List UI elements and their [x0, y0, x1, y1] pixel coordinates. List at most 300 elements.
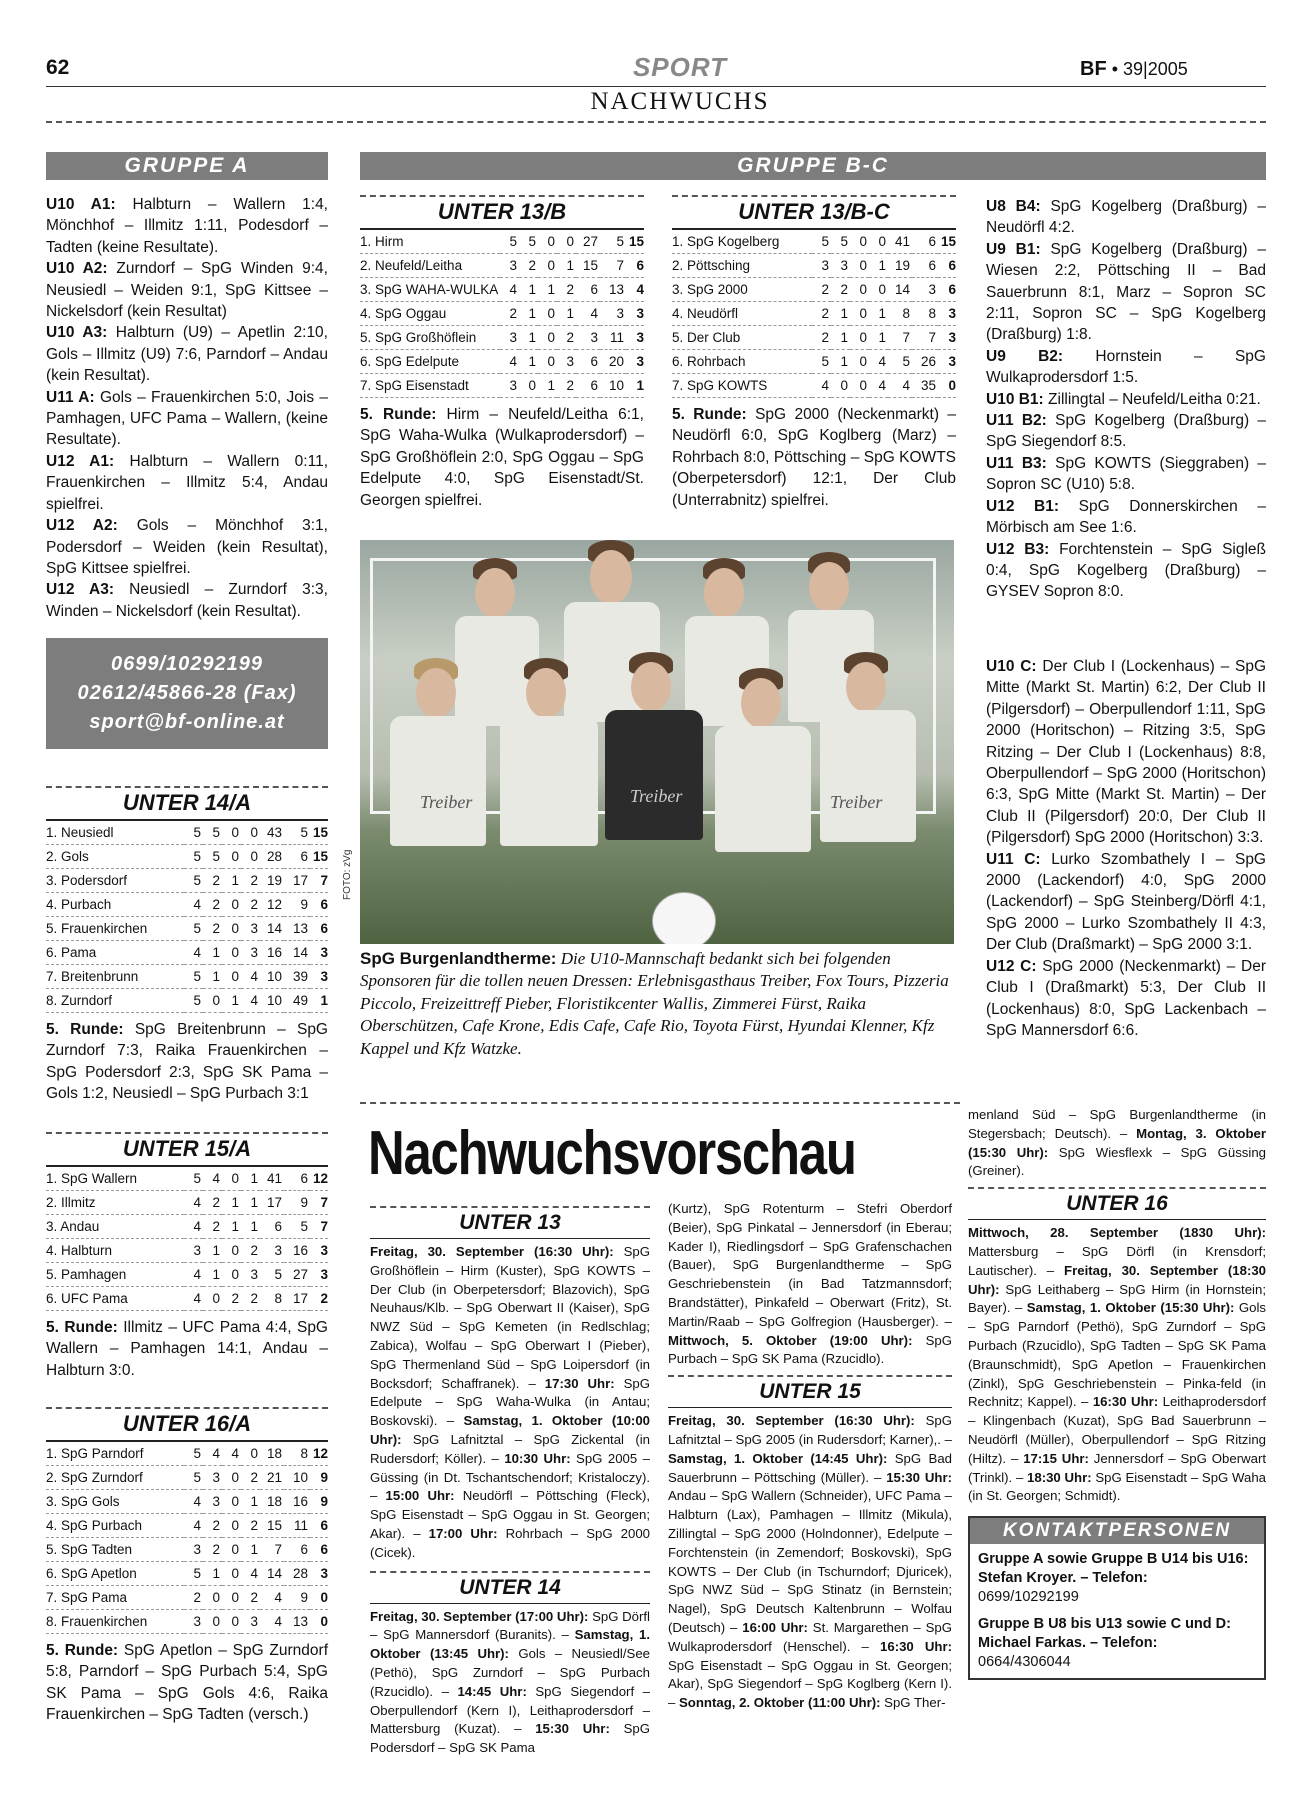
- stat-s: 5: [203, 821, 222, 845]
- stat-goals-against: 16: [284, 1490, 310, 1514]
- stat-points: 6: [626, 254, 644, 278]
- stat-goals-for: 27: [576, 230, 600, 254]
- result-label: U12 A1:: [46, 452, 115, 470]
- stat-goals-against: 6: [284, 1167, 310, 1191]
- stat-u: 0: [222, 1514, 241, 1538]
- result-line: [46, 194, 328, 258]
- result-label: U12 A3:: [46, 581, 114, 599]
- stat-goals-for: 6: [576, 374, 600, 398]
- stat-goals-against: 26: [912, 350, 938, 374]
- stat-u: 0: [538, 254, 557, 278]
- unter13b-block: [360, 195, 644, 511]
- stat-u: 0: [850, 302, 869, 326]
- stat-s: 3: [203, 1490, 222, 1514]
- kontakt-phone: 0699/10292199: [978, 1589, 1079, 1606]
- stat-sp: 3: [184, 1538, 203, 1562]
- stat-s: 1: [203, 1562, 222, 1586]
- stat-s: 1: [519, 350, 538, 374]
- schedule-text: SpG Podersdorf – SpG SK Pama: [370, 1721, 651, 1756]
- result-line: [986, 849, 1266, 956]
- standings-row: [46, 1215, 328, 1239]
- round-text: SpG Breitenbrunn – SpG Zurndorf 7:3, Raika Frauenkirchen – SpG Podersdorf 2:3, SpG SK Pama – Gols 1:2, Neusiedl – SpG Purbach 3:1: [46, 1021, 328, 1103]
- stat-goals-for: 4: [576, 302, 600, 326]
- stat-sp: 4: [184, 1263, 203, 1287]
- schedule-text: SpG 2005 – Güssing (in Dt. Tschantschendorf; Kristaloczy). –: [370, 1450, 650, 1504]
- u13-schedule: [370, 1243, 650, 1563]
- stat-sp: 2: [812, 326, 831, 350]
- stat-goals-against: 6: [912, 254, 938, 278]
- stat-goals-against: 9: [284, 1586, 310, 1610]
- result-text: SpG Donnerskirchen – Mörbisch am See 1:6.: [986, 497, 1267, 537]
- schedule-text: Neudörfl – Pöttsching (Fleck), SpG Eisenstadt – SpG Oggau in St. Georgen; Akar). –: [370, 1488, 651, 1541]
- stat-s: 1: [203, 965, 222, 989]
- contact-box: [46, 638, 328, 749]
- schedule-text: SpG Großhöflein – Hirm (Kuster), SpG KOWTS – Der Club (in Oberpetersdorf; Blazovich), SpG Neuhaus/Klb. – SpG Oberwart II (Kaiser), SpG NWZ Süd – SpG Kemeten (in Redlschlag; Zabica), Wolfau – SpG Oberwart I (Pieber), SpG Thermenland Süd – SpG Loipersdorf (in Bocksdorf; Schaffranek). –: [370, 1244, 650, 1391]
- team-name: 5. Der Club: [672, 326, 812, 350]
- stat-s: 2: [203, 893, 222, 917]
- stat-s: 5: [519, 230, 538, 254]
- stat-s: 2: [831, 278, 850, 302]
- caption-text: Die U10-Mannschaft bedankt sich bei folgenden Sponsoren für die tollen neuen Dressen: Erlebnisgasthaus Treiber, Fox Tours, Pizzeria Piccolo, Freizeittreff Pieber, Floristikcenter Wallis, Zimmerei Fürst, Raika Oberschützen, Cafe Krone, Edis Cafe, Cafe Rio, Toyota Fürst, Hyundai Klenner, Kfz Kappel und Kfz Watzke.: [360, 949, 949, 1058]
- vorschau-col-3: [968, 1106, 1266, 1680]
- unter13b-table: [360, 230, 644, 398]
- result-label: U10 B1:: [986, 390, 1044, 408]
- stat-sp: 2: [812, 302, 831, 326]
- round-label: 5. Runde:: [360, 406, 437, 423]
- stat-goals-against: 3: [912, 278, 938, 302]
- schedule-text: SpG Lafnitztal – SpG Zickental (in Rudersdorf; Köller). –: [370, 1431, 650, 1466]
- stat-points: 3: [626, 326, 644, 350]
- stat-goals-for: 10: [260, 989, 284, 1013]
- result-label: U12 C:: [986, 957, 1037, 975]
- schedule-time: Samstag, 1. Oktober (14:45 Uhr):: [668, 1450, 888, 1466]
- stat-n: 4: [241, 965, 260, 989]
- schedule-time: Freitag, 30. September (18:30 Uhr):: [968, 1262, 1267, 1297]
- stat-points: 15: [626, 230, 644, 254]
- stat-points: 3: [310, 965, 328, 989]
- u16-title: UNTER 16: [968, 1187, 1266, 1220]
- result-text: SpG Kogelberg (Draßburg) – SpG Siegendorf 8:5.: [986, 412, 1266, 451]
- stat-sp: 4: [184, 1191, 203, 1215]
- result-line: [986, 453, 1266, 496]
- stat-points: 6: [310, 893, 328, 917]
- result-text: Halbturn – Wallern 0:11, Frauenkirchen – Illmitz 5:4, Andau spielfrei.: [46, 452, 328, 513]
- kontakt-name: Gruppe A sowie Gruppe B U14 bis U16: Stefan Kroyer. – Telefon:: [978, 1551, 1249, 1587]
- gruppe-a-title: GRUPPE A: [46, 152, 328, 180]
- stat-points: 6: [310, 917, 328, 941]
- stat-goals-against: 35: [912, 374, 938, 398]
- result-line: [46, 451, 328, 515]
- stat-s: 0: [203, 1287, 222, 1311]
- stat-goals-against: 6: [284, 1538, 310, 1562]
- result-line: [986, 239, 1266, 346]
- standings-row: [46, 1442, 328, 1466]
- result-label: U12 B3:: [986, 540, 1050, 558]
- stat-n: 1: [869, 254, 888, 278]
- schedule-text: Gols – Neusiedl/See (Pethö), SpG Zurndorf – SpG Purbach (Rzucidlo). –: [370, 1646, 650, 1699]
- schedule-time: Freitag, 30. September (16:30 Uhr):: [668, 1413, 915, 1429]
- u16-schedule: [968, 1224, 1266, 1506]
- stat-u: 1: [222, 869, 241, 893]
- stat-s: 2: [203, 1538, 222, 1562]
- result-label: U8 B4:: [986, 198, 1041, 215]
- stat-s: 1: [831, 350, 850, 374]
- stat-points: 15: [310, 821, 328, 845]
- stat-sp: 5: [500, 230, 519, 254]
- schedule-time: 14:45 Uhr:: [457, 1683, 527, 1699]
- stat-s: 5: [203, 845, 222, 869]
- stat-points: 3: [626, 302, 644, 326]
- stat-goals-for: 5: [888, 350, 912, 374]
- stat-n: 0: [557, 230, 576, 254]
- stat-sp: 5: [184, 1466, 203, 1490]
- standings-row: [46, 1538, 328, 1562]
- result-text: SpG 2000 (Neckenmarkt) – Der Club I (Draßmarkt) 5:3, Der Club II (Lockenhaus) 8:0, SpG Lackenbach – SpG Mannersdorf 6:6.: [986, 957, 1266, 1039]
- stat-points: 6: [938, 254, 956, 278]
- stat-points: 1: [310, 989, 328, 1013]
- result-label: U11 C:: [986, 850, 1041, 868]
- round-text: Illmitz – UFC Pama 4:4, SpG Wallern – Pamhagen 14:1, Andau – Halbturn 3:0.: [46, 1319, 328, 1379]
- schedule-text: SpG Leithaberg – SpG Hirm (in Hornstein; Bayer). –: [968, 1281, 1266, 1316]
- stat-goals-for: 21: [260, 1466, 284, 1490]
- u15-schedule: [668, 1412, 952, 1713]
- standings-row: [46, 1610, 328, 1634]
- stat-n: 2: [241, 1514, 260, 1538]
- schedule-time: 10:30 Uhr:: [504, 1450, 571, 1466]
- stat-u: 0: [850, 350, 869, 374]
- result-label: U9 B1:: [986, 240, 1041, 258]
- standings-row: [46, 1466, 328, 1490]
- team-name: 3. Podersdorf: [46, 869, 184, 893]
- standings-row: [46, 941, 328, 965]
- stat-points: 3: [310, 941, 328, 965]
- stat-goals-against: 16: [284, 1239, 310, 1263]
- stat-s: 2: [203, 1514, 222, 1538]
- stat-goals-for: 7: [260, 1538, 284, 1562]
- stat-s: 5: [831, 230, 850, 254]
- standings-row: [672, 374, 956, 398]
- stat-sp: 5: [184, 1562, 203, 1586]
- stat-points: 6: [310, 1538, 328, 1562]
- result-line: [986, 656, 1266, 849]
- team-name: 3. SpG WAHA-WULKA: [360, 278, 500, 302]
- stat-u: 0: [222, 1239, 241, 1263]
- team-photo: [360, 540, 954, 944]
- stat-points: 7: [310, 1191, 328, 1215]
- standings-row: [360, 302, 644, 326]
- unter15a-title: UNTER 15/A: [46, 1132, 328, 1167]
- result-text: Neusiedl – Zurndorf 3:3, Winden – Nickelsdorf (kein Resultat).: [46, 581, 328, 620]
- schedule-time: 17:15 Uhr:: [1023, 1450, 1089, 1466]
- stat-goals-for: 3: [576, 326, 600, 350]
- result-label: U10 A1:: [46, 196, 116, 213]
- stat-n: 3: [557, 350, 576, 374]
- stat-n: 1: [241, 1538, 260, 1562]
- stat-sp: 4: [184, 1490, 203, 1514]
- result-text: Gols – Mönchhof 3:1, Podersdorf – Weiden (kein Resultat), SpG Kittsee spielfrei.: [46, 517, 328, 577]
- standings-row: [46, 1167, 328, 1191]
- standings-row: [46, 893, 328, 917]
- stat-goals-for: 6: [260, 1215, 284, 1239]
- result-line: [986, 496, 1266, 539]
- stat-goals-for: 5: [260, 1263, 284, 1287]
- stat-n: 4: [869, 350, 888, 374]
- stat-sp: 5: [812, 350, 831, 374]
- team-name: 1. SpG Kogelberg: [672, 230, 812, 254]
- stat-goals-for: 17: [260, 1191, 284, 1215]
- stat-points: 3: [310, 1263, 328, 1287]
- issue-separator: •: [1111, 59, 1118, 79]
- result-text: SpG Kogelberg (Draßburg) – Wiesen 2:2, Pöttsching II – Bad Sauerbrunn 8:1, Marz – Sopron SC 2:11, Sopron SC – SpG Kogelberg (Draßburg) 1:8.: [986, 240, 1266, 344]
- team-name: 2. SpG Zurndorf: [46, 1466, 184, 1490]
- stat-goals-for: 3: [260, 1239, 284, 1263]
- result-label: U12 A2:: [46, 517, 118, 535]
- stat-u: 0: [538, 350, 557, 374]
- stat-goals-against: 6: [912, 230, 938, 254]
- kontakt-box: [968, 1516, 1266, 1680]
- stat-goals-for: 19: [260, 869, 284, 893]
- team-name: 6. UFC Pama: [46, 1287, 184, 1311]
- unter13bc-block: [672, 195, 956, 511]
- issue-number: 39|2005: [1123, 59, 1188, 79]
- gruppe-c-results: [986, 656, 1266, 1041]
- standings-row: [360, 326, 644, 350]
- unter16a-round: [46, 1640, 328, 1726]
- round-label: 5. Runde:: [46, 1642, 119, 1659]
- stat-goals-against: 11: [284, 1514, 310, 1538]
- result-line: [986, 539, 1266, 603]
- team-name: 7. Breitenbrunn: [46, 965, 184, 989]
- stat-goals-against: 13: [600, 278, 626, 302]
- team-name: 5. SpG Tadten: [46, 1538, 184, 1562]
- stat-goals-for: 18: [260, 1490, 284, 1514]
- stat-n: 2: [241, 869, 260, 893]
- standings-row: [672, 230, 956, 254]
- schedule-text: SpG Purbach – SpG SK Pama (Rzucidlo).: [668, 1332, 952, 1367]
- stat-points: 12: [310, 1167, 328, 1191]
- schedule-time: 17:00 Uhr:: [428, 1525, 498, 1541]
- standings-row: [672, 326, 956, 350]
- result-text: Gols – Frauenkirchen 5:0, Jois – Pamhagen, UFC Pama – Wallern, (keine Resultate).: [46, 388, 329, 449]
- schedule-time: Freitag, 30. September (16:30 Uhr):: [370, 1244, 614, 1259]
- stat-goals-against: 28: [284, 1562, 310, 1586]
- stat-s: 1: [203, 1263, 222, 1287]
- u14-schedule: [370, 1608, 650, 1758]
- team-name: 4. Halbturn: [46, 1239, 184, 1263]
- standings-row: [46, 845, 328, 869]
- stat-n: 1: [241, 1215, 260, 1239]
- stat-goals-against: 17: [284, 869, 310, 893]
- stat-goals-against: 5: [284, 821, 310, 845]
- team-name: 7. SpG Eisenstadt: [360, 374, 500, 398]
- stat-s: 1: [203, 1239, 222, 1263]
- u15-title: UNTER 15: [668, 1375, 952, 1408]
- stat-points: 9: [310, 1490, 328, 1514]
- schedule-text: Mattersburg – SpG Dörfl (in Krensdorf; Lautischer). –: [968, 1243, 1266, 1278]
- result-label: U11 A:: [46, 388, 95, 406]
- stat-s: 1: [519, 302, 538, 326]
- stat-n: 1: [869, 302, 888, 326]
- stat-points: 15: [310, 845, 328, 869]
- schedule-text: Andau – SpG Wallern (Schneider), UFC Pama – Halbturn (Lax), Pamhagen – Illmitz (Mikula), Zillingtal – SpG 2000 (Holndonner), Edelpute – Forchtenstein (in Zemendorf; Boskovski), SpG KOWTS – Der Club (in Tschurndorf; Djuricek), SpG NWZ Süd – SpG Stinatz (in Bernstein; Nagel), SpG Deutsch Kaltenbrunn – Wolfau (Deutsch) –: [668, 1488, 952, 1635]
- stat-u: 1: [222, 1191, 241, 1215]
- stat-sp: 3: [500, 374, 519, 398]
- stat-goals-for: 41: [260, 1167, 284, 1191]
- standings-row: [46, 1239, 328, 1263]
- stat-goals-for: 14: [260, 917, 284, 941]
- stat-n: 1: [557, 254, 576, 278]
- result-text: Hornstein – SpG Wulkaprodersdorf 1:5.: [986, 347, 1266, 387]
- schedule-time: Mittwoch, 28. September (1830 Uhr):: [968, 1225, 1266, 1241]
- section-label: SPORT: [632, 52, 728, 82]
- kontakt-list: [970, 1544, 1264, 1678]
- issue-brand: BF: [1080, 58, 1107, 80]
- vorschau-title: Nachwuchsvorschau: [368, 1119, 856, 1188]
- stat-u: 1: [222, 989, 241, 1013]
- stat-sp: 4: [500, 350, 519, 374]
- schedule-time: Sonntag, 2. Oktober (11:00 Uhr):: [679, 1695, 881, 1711]
- stat-n: 0: [869, 278, 888, 302]
- stat-n: 2: [241, 1586, 260, 1610]
- stat-points: 0: [310, 1586, 328, 1610]
- stat-goals-against: 9: [284, 893, 310, 917]
- stat-u: 0: [850, 254, 869, 278]
- standings-row: [360, 350, 644, 374]
- stat-goals-for: 19: [888, 254, 912, 278]
- result-label: U11 B2:: [986, 412, 1047, 430]
- stat-u: 2: [222, 1287, 241, 1311]
- stat-s: 3: [203, 1466, 222, 1490]
- stat-u: 4: [222, 1442, 241, 1466]
- stat-u: 1: [222, 1215, 241, 1239]
- stat-goals-for: 41: [888, 230, 912, 254]
- stat-s: 0: [831, 374, 850, 398]
- team-name: 4. SpG Purbach: [46, 1514, 184, 1538]
- u13-schedule-cont: [668, 1200, 952, 1369]
- caption-team: SpG Burgenlandtherme:: [360, 949, 557, 968]
- standings-row: [360, 374, 644, 398]
- round-text: SpG Apetlon – SpG Zurndorf 5:8, Parndorf – SpG Purbach 5:4, SpG SK Pama – SpG Gols 4:6, Raika Frauenkirchen – SpG Tadten (versch.): [46, 1642, 329, 1724]
- stat-sp: 5: [184, 965, 203, 989]
- stat-s: 1: [831, 326, 850, 350]
- schedule-text: Gols – SpG Parndorf (Pethö), SpG Zurndorf – SpG Purbach (Rzucidlo), SpG Tadten – SpG SK Pama (Braunschmidt), SpG Apetlon – Frauenkirchen (Zinkl), SpG Geschriebenstein – Pinka-feld (in Rechnitz; Kappel). –: [968, 1300, 1266, 1410]
- stat-u: 0: [222, 1167, 241, 1191]
- contact-email: sport@bf-online.at: [89, 711, 285, 733]
- kontakt-person: [978, 1550, 1256, 1607]
- schedule-text: Jennersdorf – SpG Oberwart (Trinkl). –: [968, 1450, 1267, 1485]
- stat-sp: 5: [184, 1442, 203, 1466]
- schedule-time: 15:00 Uhr:: [385, 1488, 455, 1504]
- stat-goals-against: 10: [284, 1466, 310, 1490]
- team-name: 5. SpG Großhöflein: [360, 326, 500, 350]
- stat-n: 3: [241, 941, 260, 965]
- stat-n: 3: [241, 1263, 260, 1287]
- vorschau-col-1: [370, 1206, 650, 1758]
- schedule-text: Leithaprodersdorf – Klingenbach (Kuzat), SpG Bad Sauerbrunn – Neudörfl (Müller), Oberpullendorf – SpG Ritzing (Hiltz). –: [968, 1394, 1266, 1466]
- result-line: [46, 515, 328, 579]
- stat-n: 2: [241, 893, 260, 917]
- gruppe-a-column: [46, 152, 328, 622]
- team-name: 1. SpG Parndorf: [46, 1442, 184, 1466]
- stat-sp: 3: [500, 254, 519, 278]
- gruppe-b-results: [986, 196, 1266, 603]
- stat-s: 2: [203, 1191, 222, 1215]
- header-rule: [46, 86, 1266, 87]
- stat-goals-against: 14: [284, 941, 310, 965]
- result-text: Der Club I (Lockenhaus) – SpG Mitte (Markt St. Martin) 6:2, Der Club II (Pilgersdorf) – Oberpullendorf 1:11, SpG 2000 (Horitschon) – Ritzing 3:5, SpG Ritzing – Der Club I (Lockenhaus) 8:8, Oberpullendorf – SpG 2000 (Horitschon) 6:3, SpG Mitte (Markt St. Martin) – Der Club II (Pilgersdorf) 20:0, Der Club II (Pilgersdorf) SpG 2000 (Horitschon) 3:3.: [986, 658, 1266, 847]
- result-text: Forchtenstein – SpG Sigleß 0:4, SpG Kogelberg (Draßburg) – GYSEV Sopron 8:0.: [986, 540, 1266, 601]
- unter14a-round: [46, 1019, 328, 1105]
- stat-u: 0: [222, 1538, 241, 1562]
- team-name: 2. Illmitz: [46, 1191, 184, 1215]
- result-label: U10 C:: [986, 658, 1037, 675]
- stat-n: 2: [557, 374, 576, 398]
- team-name: 5. Frauenkirchen: [46, 917, 184, 941]
- stat-n: 1: [241, 1490, 260, 1514]
- unter16a-title: UNTER 16/A: [46, 1407, 328, 1442]
- stat-u: 0: [850, 374, 869, 398]
- stat-points: 0: [938, 374, 956, 398]
- team-name: 1. Neusiedl: [46, 821, 184, 845]
- stat-goals-against: 13: [284, 1610, 310, 1634]
- gruppe-b-results-text: [986, 196, 1266, 603]
- schedule-text: SpG Eisenstadt – SpG Waha (in St. Georgen; Schmidt).: [968, 1469, 1267, 1504]
- standings-row: [46, 1490, 328, 1514]
- kontakt-phone: 0664/4306044: [978, 1654, 1071, 1671]
- stat-goals-for: 7: [888, 326, 912, 350]
- team-name: 6. SpG Edelpute: [360, 350, 500, 374]
- stat-goals-for: 14: [888, 278, 912, 302]
- standings-row: [672, 254, 956, 278]
- stat-goals-against: 13: [284, 917, 310, 941]
- stat-goals-against: 9: [284, 1191, 310, 1215]
- stat-u: 0: [222, 1610, 241, 1634]
- stat-goals-for: 4: [260, 1610, 284, 1634]
- stat-u: 0: [222, 893, 241, 917]
- standings-row: [46, 1586, 328, 1610]
- stat-sp: 4: [812, 374, 831, 398]
- unter15a-block: [46, 1132, 328, 1381]
- stat-n: 2: [241, 1466, 260, 1490]
- standings-row: [360, 278, 644, 302]
- stat-u: 0: [222, 965, 241, 989]
- round-text: Hirm – Neufeld/Leitha 6:1, SpG Waha-Wulka (Wulkaprodersdorf) – SpG Großhöflein 2:0, SpG Oggau – SpG Edelpute 4:0, SpG Eisenstadt/St. Georgen spielfrei.: [360, 406, 644, 509]
- unter15a-table: [46, 1167, 328, 1311]
- vorschau-col-2: [668, 1200, 952, 1713]
- unter13b-title: UNTER 13/B: [360, 195, 644, 230]
- stat-s: 2: [519, 254, 538, 278]
- stat-points: 9: [310, 1466, 328, 1490]
- team-name: 1. SpG Wallern: [46, 1167, 184, 1191]
- standings-row: [46, 989, 328, 1013]
- stat-goals-for: 10: [260, 965, 284, 989]
- result-text: Zillingtal – Neufeld/Leitha 0:21.: [1048, 390, 1261, 408]
- stat-sp: 5: [184, 989, 203, 1013]
- stat-goals-against: 6: [284, 845, 310, 869]
- standings-row: [672, 302, 956, 326]
- contact-phone: 0699/10292199: [110, 653, 264, 675]
- stat-goals-against: 7: [600, 254, 626, 278]
- stat-goals-against: 5: [600, 230, 626, 254]
- stat-sp: 3: [184, 1610, 203, 1634]
- stat-goals-for: 4: [888, 374, 912, 398]
- stat-u: 0: [850, 326, 869, 350]
- stat-points: 6: [938, 278, 956, 302]
- stat-n: 4: [241, 989, 260, 1013]
- stat-sp: 4: [184, 1287, 203, 1311]
- team-name: 2. Gols: [46, 845, 184, 869]
- stat-sp: 5: [184, 845, 203, 869]
